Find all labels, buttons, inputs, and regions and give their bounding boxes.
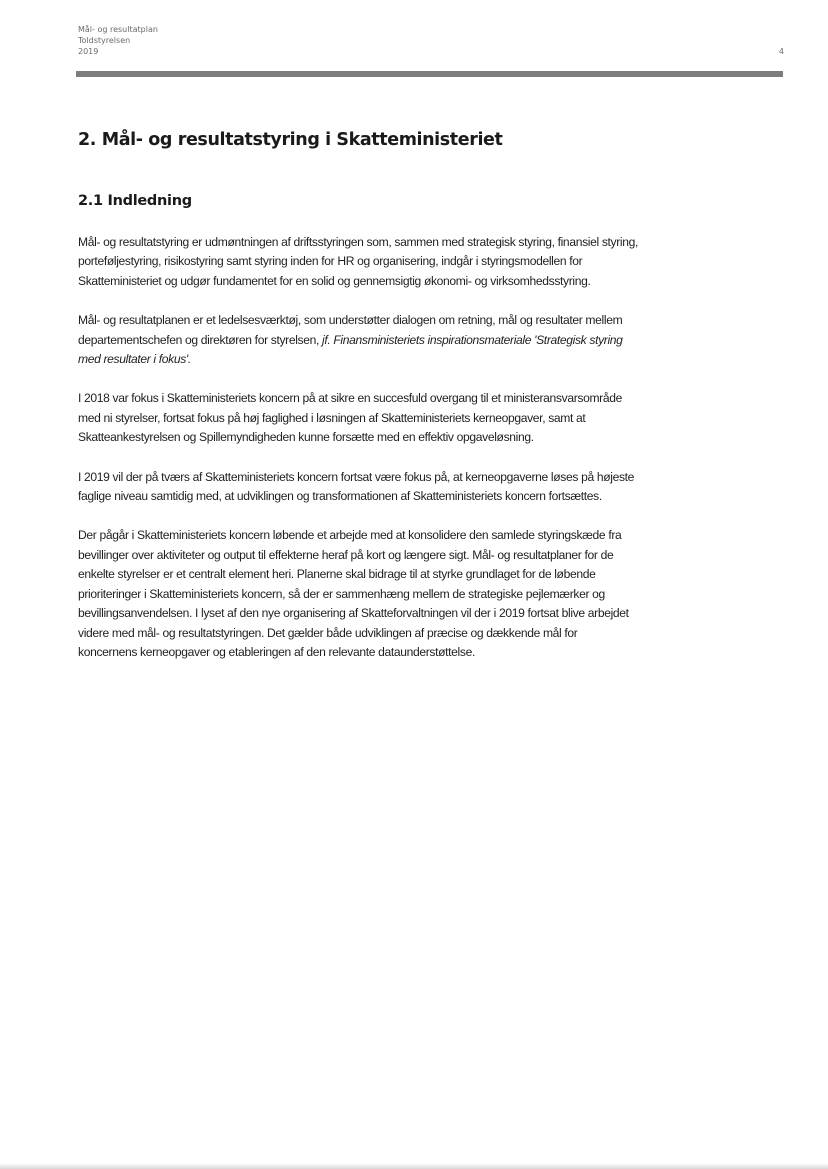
- header-agency-name: Toldstyrelsen: [78, 36, 131, 45]
- header-year: 2019: [78, 47, 99, 56]
- paragraph-3: I 2018 var fokus i Skatteministeriets koncern på at sikre en succesfuld overgang til et ministeransvarsområde med ni styrelser, fortsat fokus på høj faglighed i løsningen af Skatteministeriets kerneopgaver, samt at Skatteankestyrelsen og Spillemyndigheden kunne forsætte med en effektiv opgaveløsning.: [78, 391, 622, 445]
- paragraph-2-reference: jf. Finansministeriets inspirationsmateriale 'Strategisk styring med resultater i fokus'.: [78, 332, 623, 367]
- page-number: 4: [778, 47, 784, 56]
- paragraph-1: Mål- og resultatstyring er udmøntningen af driftsstyringen som, sammen med strategisk styring, finansiel styring, porteføljestyring, risikostyring samt styring inden for HR og organisering, indgår i styringsmodellen for Skatteministeriet og udgør fundamentet for en solid og gennemsigtig økonomi- og virksomhedsstyring.: [78, 235, 639, 288]
- section-title: 2. Mål- og resultatstyring i Skatteministeriet: [78, 130, 503, 150]
- paragraph-2-text: Mål- og resultatplanen er et ledelsesværktøj, som understøtter dialogen om retning, mål og resultater mellem departementschefen og direktøren for styrelsen,: [78, 313, 623, 347]
- header-divider: [76, 71, 783, 77]
- paragraph-5: Der pågår i Skatteministeriets koncern løbende et arbejde med at konsolidere den samlede styringskæde fra bevillinger over aktiviteter og output til effekterne heraf på kort og længere sigt. Mål- og resultatplaner for de enkelte styrelser er et centralt element heri. Planerne skal bidrage til at styrke grundlaget for de løbende prioriteringer i Skatteministeriets koncern, så der er sammenhæng mellem de strategiske pejlemærker og bevillingsanvendelsen. I lyset af den nye organisering af Skatteforvaltningen vil der i 2019 fortsat blive arbejdet videre med mål- og resultatstyringen. Det gælder både udviklingen af præcise og dækkende mål for koncernens kerneopgaver og etableringen af den relevante dataunderstøttelse.: [78, 528, 629, 659]
- subsection-title: 2.1 Indledning: [78, 193, 192, 209]
- header-document-title: Mål- og resultatplan: [78, 25, 158, 34]
- paragraph-4: I 2019 vil der på tværs af Skatteministeriets koncern fortsat være fokus på, at kerneopgaverne løses på højeste faglige niveau samtidig med, at udviklingen og transformationen af Skatteministeriets koncern fortsættes.: [78, 469, 635, 504]
- body-text: [78, 233, 638, 682]
- paragraph-2: [78, 311, 638, 369]
- page-bottom-edge: [0, 1163, 828, 1169]
- running-header: [78, 24, 784, 57]
